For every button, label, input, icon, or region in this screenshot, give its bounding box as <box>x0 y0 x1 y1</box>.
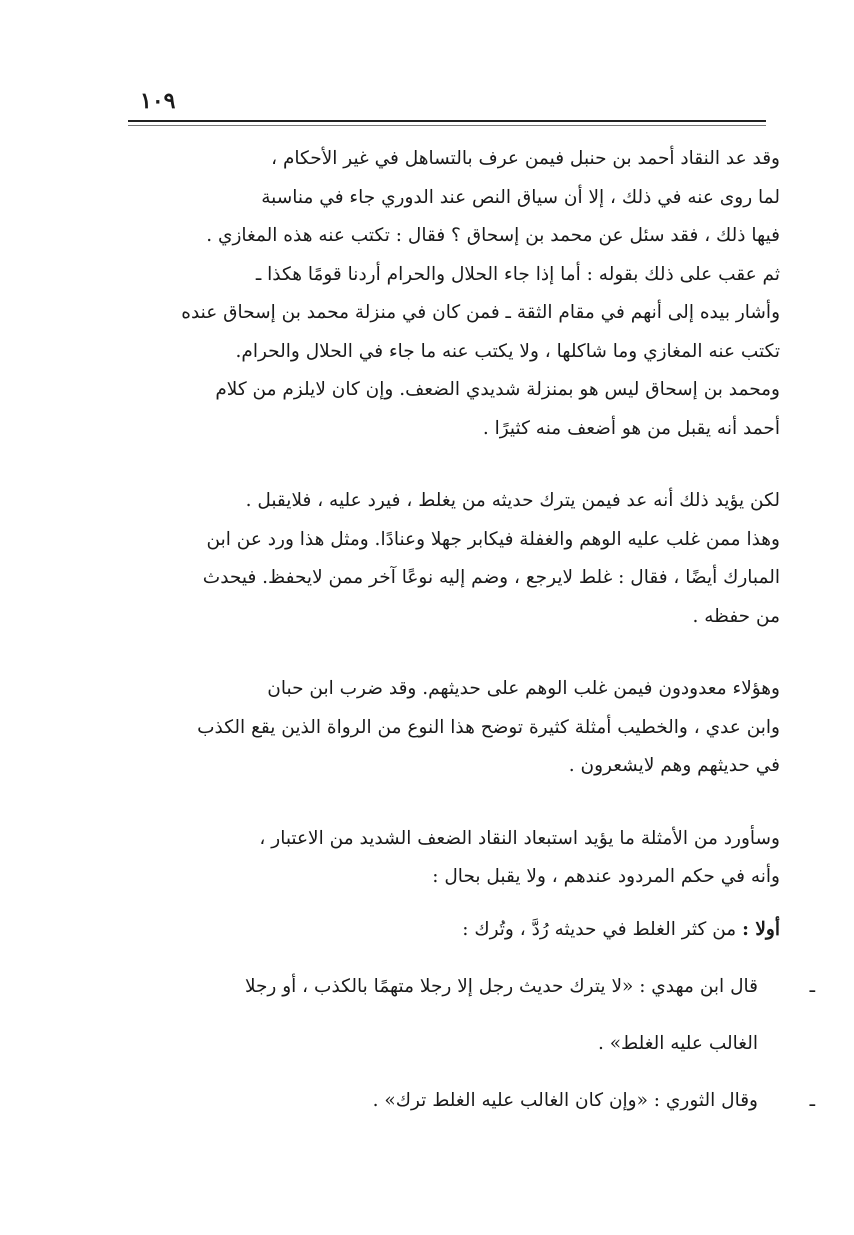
text-line: لكن يؤيد ذلك أنه عد فيمن يترك حديثه من يغلط ، فيرد عليه ، فلايقبل . <box>245 490 780 511</box>
text-line: ومحمد بن إسحاق ليس هو بمنزلة شديدي الضعف. وإن كان لايلزم من كلام <box>215 379 780 400</box>
list-dash: ـ <box>809 1089 815 1111</box>
page-number: ١٠٩ <box>140 88 176 114</box>
text-line: ثم عقب على ذلك بقوله : أما إذا جاء الحلال والحرام أردنا قومًا هكذا ـ <box>255 263 780 285</box>
section-label: أولا : <box>742 918 780 940</box>
paragraph-3 <box>160 670 780 786</box>
text-line: وهؤلاء معدودون فيمن غلب الوهم على حديثهم. وقد ضرب ابن حبان <box>267 678 780 699</box>
text-line: قال ابن مهدي : «لا يترك حديث رجل إلا رجلا متهمًا بالكذب ، أو رجلا <box>244 975 758 997</box>
paragraph-4 <box>160 820 780 897</box>
text-line: أحمد أنه يقبل من هو أضعف منه كثيرًا . <box>482 417 780 439</box>
text-line: وهذا ممن غلب عليه الوهم والغفلة فيكابر جهلا وعنادًا. ومثل هذا ورد عن ابن <box>206 528 780 550</box>
paragraph-2 <box>160 482 780 636</box>
page-body <box>160 140 815 1139</box>
text-line: المبارك أيضًا ، فقال : غلط لايرجع ، وضم إليه نوعًا آخر ممن لايحفظ. فيحدث <box>202 567 780 588</box>
text-line: وأنه في حكم المردود عندهم ، ولا يقبل بحال : <box>432 866 780 887</box>
list-item <box>160 968 815 1064</box>
text-line: من حفظه . <box>692 605 780 627</box>
text-line: تكتب عنه المغازي وما شاكلها ، ولا يكتب عنه ما جاء في الحلال والحرام. <box>235 340 780 362</box>
paragraph-1 <box>160 140 780 448</box>
text-line: وقد عد النقاد أحمد بن حنبل فيمن عرف بالتساهل في غير الأحكام ، <box>271 148 780 169</box>
text-line: في حديثهم وهم لايشعرون . <box>568 755 780 776</box>
text-line: وأشار بيده إلى أنهم في مقام الثقة ـ فمن كان في منزلة محمد بن إسحاق عنده <box>181 302 780 323</box>
section-text: من كثر الغلط في حديثه رُدَّ ، وتُرك : <box>462 918 737 940</box>
list-item <box>160 1082 815 1121</box>
text-line: لما روى عنه في ذلك ، إلا أن سياق النص عند الدوري جاء في مناسبة <box>261 186 780 208</box>
text-line: فيها ذلك ، فقد سئل عن محمد بن إسحاق ؟ فقال : تكتب عنه هذه المغازي . <box>206 225 780 246</box>
header-rule <box>128 120 766 122</box>
text-line: وابن عدي ، والخطيب أمثلة كثيرة توضح هذا النوع من الرواة الذين يقع الكذب <box>197 716 780 738</box>
header-rule-thin <box>128 125 766 126</box>
list-dash: ـ <box>809 975 815 997</box>
text-line: الغالب عليه الغلط» . <box>597 1032 758 1054</box>
section-heading <box>160 911 780 950</box>
text-line: وسأورد من الأمثلة ما يؤيد استبعاد النقاد الضعف الشديد من الاعتبار ، <box>259 827 780 849</box>
text-line: وقال الثوري : «وإن كان الغالب عليه الغلط ترك» . <box>372 1089 758 1111</box>
